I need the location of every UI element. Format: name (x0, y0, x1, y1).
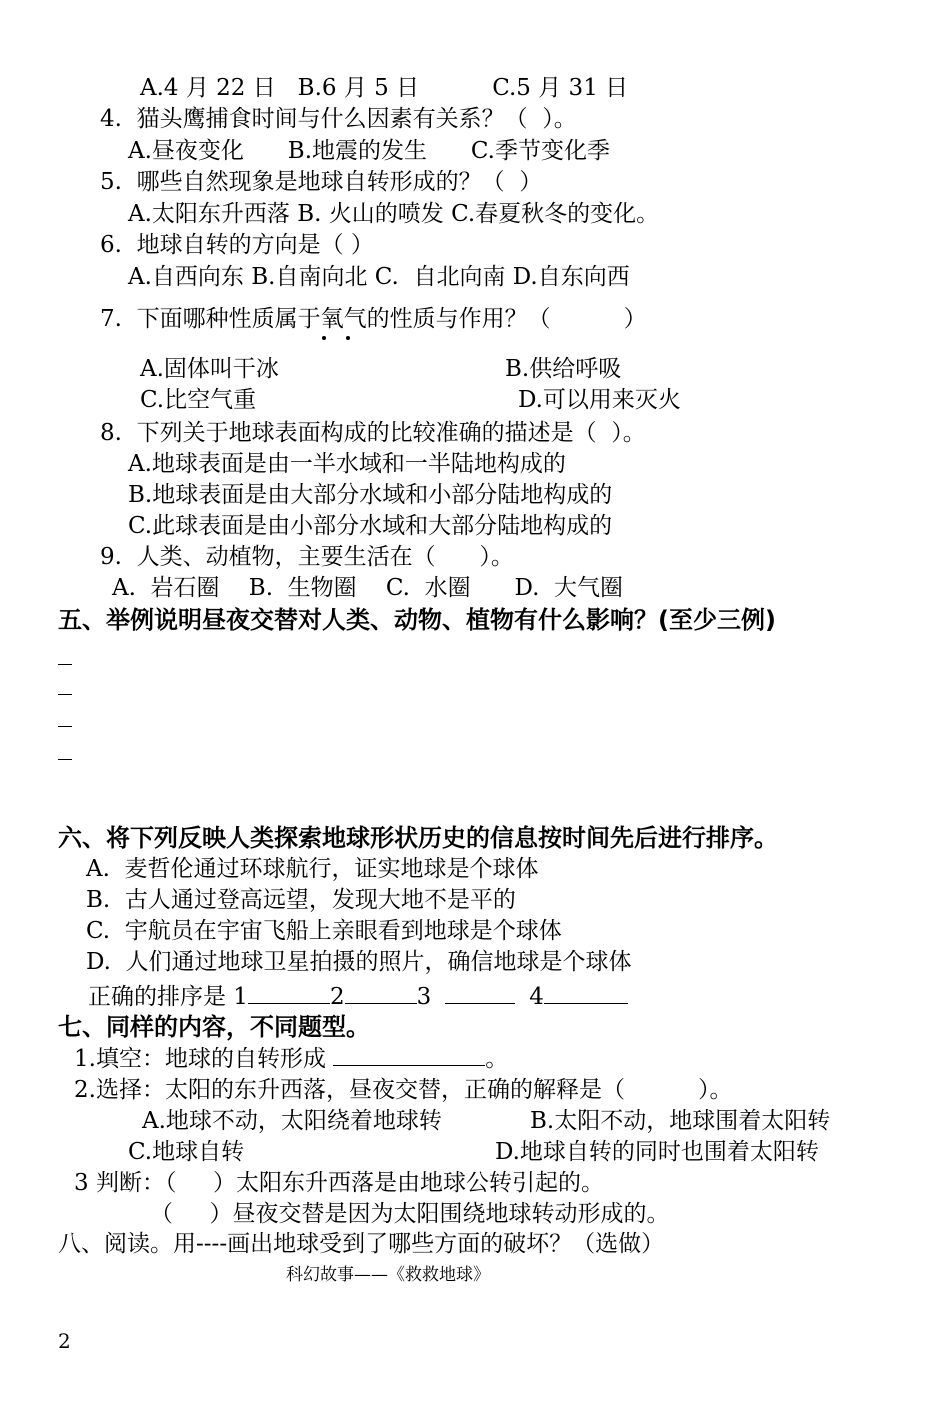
answer-line-marker (58, 694, 72, 695)
fill-in-label: 1.填空：地球的自转形成 (74, 1046, 334, 1072)
section-6-item-a: A. 麦哲伦通过环球航行，证实地球是个球体 (86, 856, 539, 882)
emphasis-dot (322, 336, 326, 340)
question-7-option-c: C.比空气重 (140, 387, 257, 413)
question-8-stem: 8. 下列关于地球表面构成的比较准确的描述是（ ）。 (100, 420, 646, 446)
section-6-item-d: D. 人们通过地球卫星拍摄的照片，确信地球是个球体 (86, 949, 632, 975)
choice-option-a: A.地球不动，太阳绕着地球转 (142, 1108, 442, 1134)
order-blank-2[interactable] (345, 981, 417, 1004)
choice-option-c: C.地球自转 (128, 1139, 245, 1165)
order-number-4: 4 (529, 984, 544, 1010)
fill-in-blank[interactable] (333, 1043, 485, 1066)
q3-options: A.4 月 22 日 B.6 月 5 日 C.5 月 31 日 (140, 75, 629, 101)
question-5-stem: 5. 哪些自然现象是地球自转形成的？（ ） (100, 169, 543, 195)
section-7-heading: 七、同样的内容，不同题型。 (58, 1013, 370, 1041)
section-6-heading: 六、将下列反映人类探索地球形状历史的信息按时间先后进行排序。 (58, 824, 778, 852)
question-8-option-a: A.地球表面是由一半水域和一半陆地构成的 (128, 451, 566, 477)
order-number-3: 3 (416, 984, 432, 1010)
question-6-options: A.自西向东 B.自南向北 C. 自北向南 D.自东向西 (128, 264, 630, 290)
question-6-stem: 6. 地球自转的方向是（ ） (100, 232, 374, 258)
fill-in-end: 。 (485, 1046, 509, 1072)
question-5-options: A.太阳东升西落 B. 火山的喷发 C.春夏秋冬的变化。 (128, 201, 660, 227)
section-6-item-b: B. 古人通过登高远望，发现大地不是平的 (86, 887, 516, 913)
answer-line-marker (58, 664, 72, 665)
emphasis-dot (346, 336, 350, 340)
order-blank-1[interactable] (248, 981, 330, 1004)
question-8-option-c: C.此球表面是由小部分水域和大部分陆地构成的 (128, 513, 613, 539)
section-8-heading: 八、阅读。用----画出地球受到了哪些方面的破坏？（选做） (58, 1231, 665, 1257)
question-7-option-b: B.供给呼吸 (505, 356, 622, 382)
question-7-stem: 7. 下面哪种性质属于氧气的性质与作用？（ ） (100, 306, 647, 332)
choice-option-b: B.太阳不动，地球围着太阳转 (530, 1108, 831, 1134)
question-4-stem: 4. 猫头鹰捕食时间与什么因素有关系？（ ）。 (100, 106, 577, 132)
order-label: 正确的排序是 1 (88, 984, 248, 1010)
question-7-option-a: A.固体叫干冰 (140, 356, 279, 382)
story-title: 科幻故事——《救救地球》 (286, 1265, 490, 1285)
answer-line-marker (58, 726, 72, 727)
question-9-options: A. 岩石圈 B. 生物圈 C. 水圈 D. 大气圈 (112, 575, 623, 601)
answer-line-marker (58, 759, 72, 760)
page-number: 2 (58, 1329, 71, 1353)
section-5-heading: 五、举例说明昼夜交替对人类、动物、植物有什么影响？(至少三例) (58, 606, 776, 634)
order-number-2: 2 (329, 984, 345, 1010)
fill-in-row (74, 1043, 508, 1074)
judge-item-2: （ ）昼夜交替是因为太阳围绕地球转动形成的。 (150, 1201, 670, 1227)
order-answer-row (88, 981, 628, 1012)
choice-stem: 2.选择：太阳的东升西落，昼夜交替，正确的解释是（ ）。 (74, 1077, 733, 1103)
order-blank-3[interactable] (445, 981, 515, 1004)
section-6-item-c: C. 宇航员在宇宙飞船上亲眼看到地球是个球体 (86, 918, 562, 944)
question-4-options: A.昼夜变化 B.地震的发生 C.季节变化季 (128, 138, 610, 164)
order-blank-4[interactable] (544, 981, 628, 1004)
judge-item-1: 3 判断：（ ）太阳东升西落是由地球公转引起的。 (74, 1170, 604, 1196)
choice-option-d: D.地球自转的同时也围着太阳转 (495, 1139, 819, 1165)
question-7-option-d: D.可以用来灭火 (518, 387, 681, 413)
question-8-option-b: B.地球表面是由大部分水域和小部分陆地构成的 (128, 482, 613, 508)
question-9-stem: 9. 人类、动植物，主要生活在（ ）。 (100, 544, 514, 570)
